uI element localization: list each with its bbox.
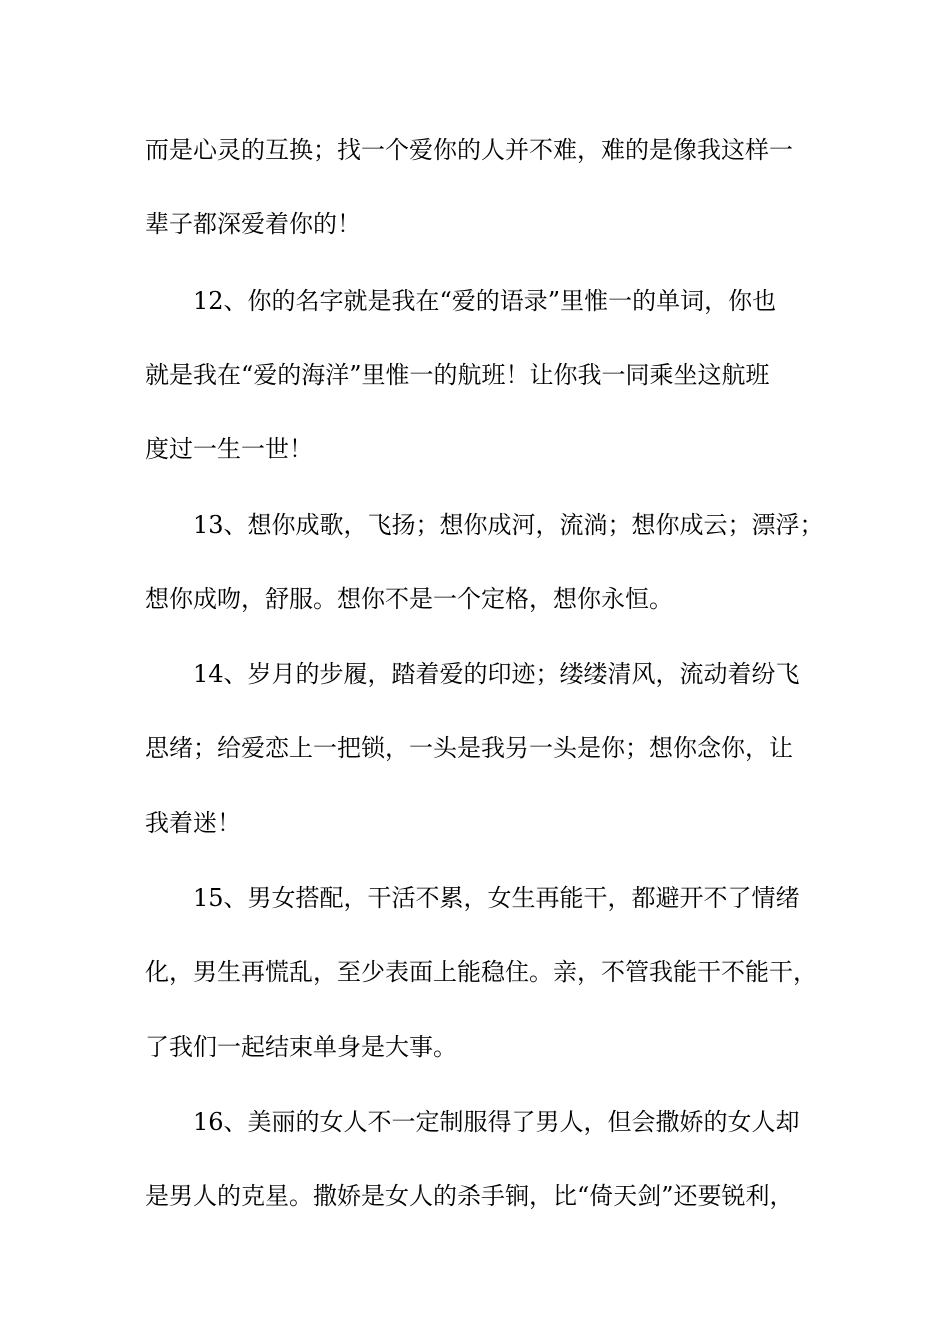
text-line: 是男人的克星。撒娇是女人的杀手锏，比“倚天剑”还要锐利， xyxy=(145,1182,794,1210)
text-line: 我着迷！ xyxy=(145,809,241,837)
text-line: 度过一生一世！ xyxy=(145,435,313,463)
text-line: 而是心灵的互换；找一个爱你的人并不难，难的是像我这样一 xyxy=(145,136,793,164)
text-line: 就是我在“爱的海洋”里惟一的航班！让你我一同乘坐这航班 xyxy=(145,361,770,389)
paragraph-13-start: 13、想你成歌，飞扬；想你成河，流淌；想你成云；漂浮； xyxy=(193,511,824,539)
paragraph-12-start: 12、你的名字就是我在“爱的语录”里惟一的单词，你也 xyxy=(193,287,777,315)
paragraph-14-start: 14、岁月的步履，踏着爱的印迹；缕缕清风，流动着纷飞 xyxy=(193,660,800,688)
text-line: 辈子都深爱着你的！ xyxy=(145,210,361,238)
text-line: 思绪；给爱恋上一把锁，一头是我另一头是你；想你念你，让 xyxy=(145,734,793,762)
text-line: 化，男生再慌乱，至少表面上能稳住。亲，不管我能干不能干， xyxy=(145,958,817,986)
paragraph-15-start: 15、男女搭配，干活不累，女生再能干，都避开不了情绪 xyxy=(193,884,800,912)
text-line: 了我们一起结束单身是大事。 xyxy=(145,1033,457,1061)
text-line: 想你成吻，舒服。想你不是一个定格，想你永恒。 xyxy=(145,585,673,613)
paragraph-16-start: 16、美丽的女人不一定制服得了男人，但会撒娇的女人却 xyxy=(193,1108,800,1136)
